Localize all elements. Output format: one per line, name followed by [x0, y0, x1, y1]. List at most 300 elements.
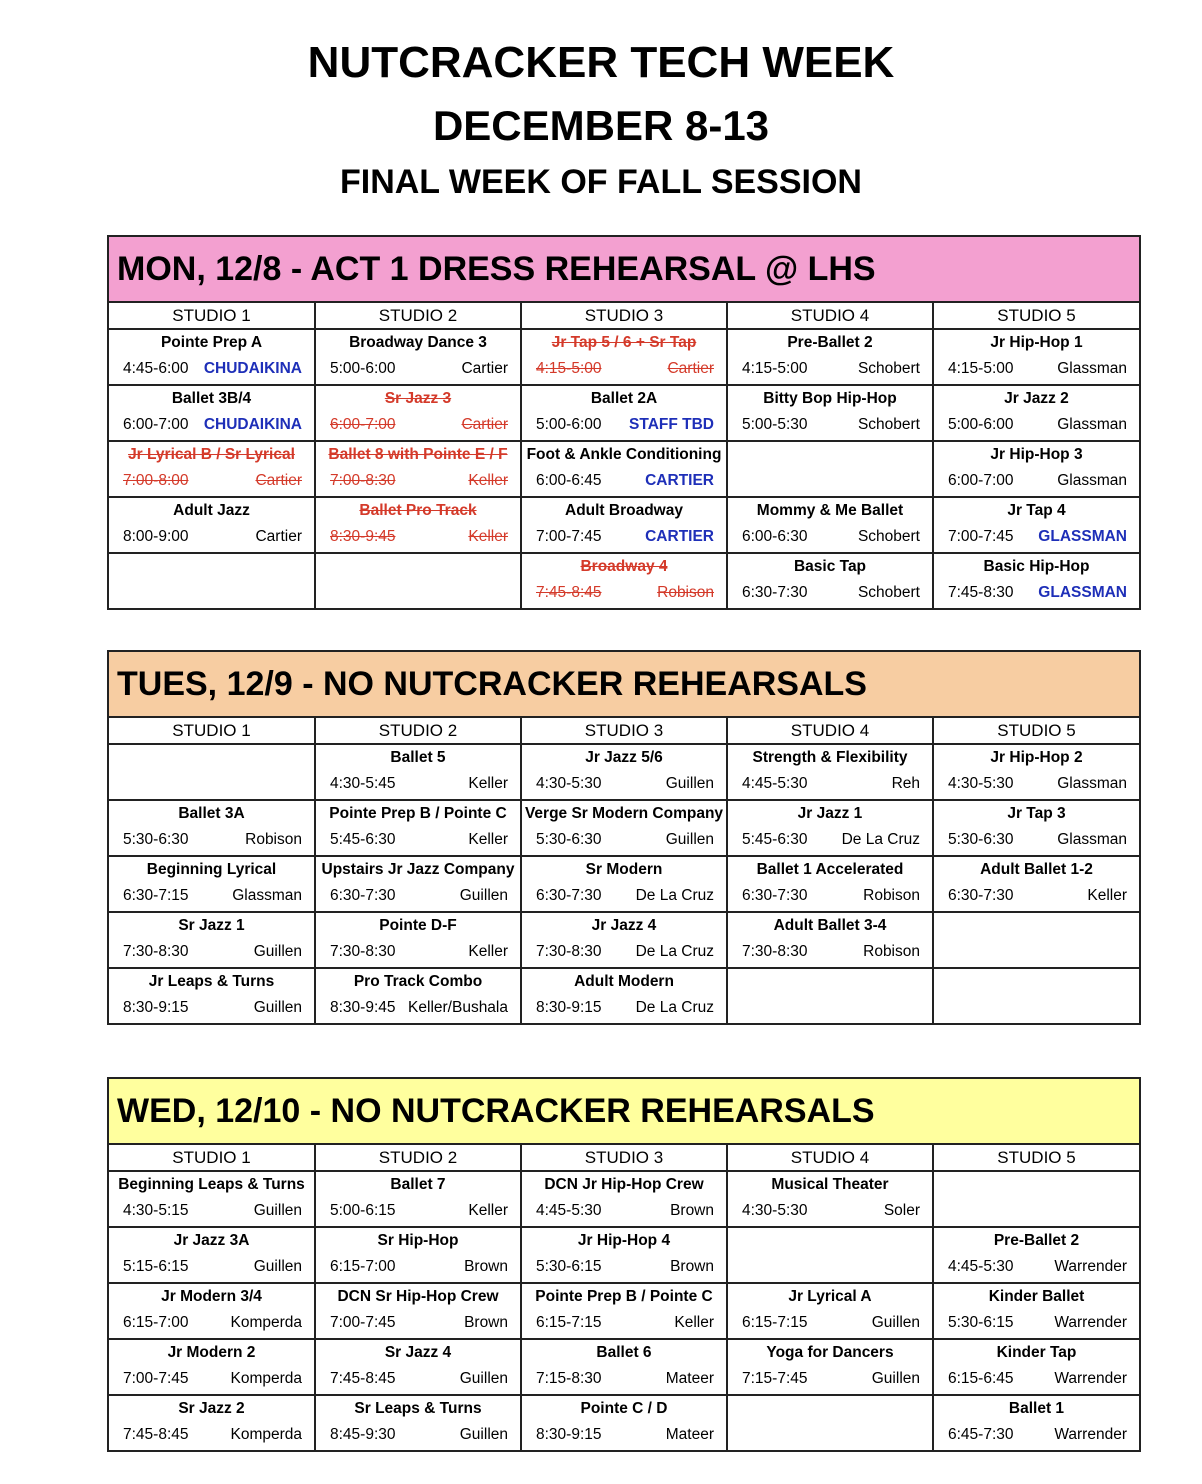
class-time: 5:00-6:15	[330, 1202, 396, 1219]
class-time: 6:00-6:30	[742, 528, 808, 545]
class-instructor: Schobert	[857, 528, 920, 545]
class-time: 6:15-7:15	[742, 1314, 808, 1331]
class-slot	[727, 1283, 933, 1339]
class-time: 5:15-6:15	[123, 1258, 189, 1275]
class-slot	[521, 1339, 727, 1395]
class-time: 5:00-6:00	[536, 416, 602, 433]
class-slot	[933, 856, 1139, 912]
class-instructor: Keller	[468, 943, 508, 960]
class-time: 7:15-8:30	[536, 1370, 602, 1387]
class-time: 7:00-8:30	[330, 472, 396, 489]
class-name: Jr Jazz 1	[797, 805, 863, 822]
day-header: TUES, 12/9 - NO NUTCRACKER REHEARSALS	[109, 652, 1139, 718]
class-instructor: De La Cruz	[841, 831, 920, 848]
class-instructor: Cartier	[255, 528, 302, 545]
class-slot	[727, 1339, 933, 1395]
class-time: 5:00-5:30	[742, 416, 808, 433]
class-details	[109, 827, 314, 854]
class-name: Jr Hip-Hop 4	[577, 1232, 671, 1249]
class-slot	[933, 1283, 1139, 1339]
class-instructor: Komperda	[230, 1314, 302, 1331]
class-name: DCN Sr Hip-Hop Crew	[337, 1288, 499, 1305]
class-name: Ballet 3B/4	[171, 390, 252, 407]
class-slot	[521, 800, 727, 856]
class-details	[522, 995, 726, 1022]
class-instructor: Cartier	[461, 360, 508, 377]
class-time: 6:15-7:15	[536, 1314, 602, 1331]
class-name: Jr Tap 3	[1007, 805, 1066, 822]
class-time: 8:45-9:30	[330, 1426, 396, 1443]
class-details	[522, 883, 726, 910]
class-name: Basic Hip-Hop	[983, 558, 1090, 575]
class-slot	[315, 800, 521, 856]
studio-header: STUDIO 4	[727, 303, 933, 329]
class-instructor: CARTIER	[645, 528, 714, 545]
class-time: 7:30-8:30	[742, 943, 808, 960]
class-details	[316, 827, 520, 854]
class-details	[728, 771, 932, 798]
studio-header: STUDIO 3	[521, 303, 727, 329]
class-instructor: Robison	[657, 584, 714, 601]
class-name: Sr Jazz 2	[178, 1400, 245, 1417]
class-details	[522, 1310, 726, 1337]
class-details	[522, 939, 726, 966]
class-details	[728, 1198, 932, 1225]
class-slot	[109, 1339, 315, 1395]
class-instructor: Robison	[245, 831, 302, 848]
class-slot	[933, 744, 1139, 800]
class-name: Upstairs Jr Jazz Company	[321, 861, 515, 878]
class-instructor: CHUDAIKINA	[203, 360, 302, 377]
class-slot	[933, 385, 1139, 441]
class-time: 7:30-8:30	[536, 943, 602, 960]
class-name: Pointe Prep B / Pointe C	[329, 805, 507, 822]
class-time: 5:00-6:00	[330, 360, 396, 377]
class-instructor: Keller/Bushala	[408, 999, 508, 1016]
class-time: 7:00-7:45	[536, 528, 602, 545]
class-details	[109, 1366, 314, 1393]
schedule-row	[109, 1227, 1139, 1283]
class-instructor: Guillen	[253, 943, 302, 960]
class-instructor: Schobert	[857, 584, 920, 601]
class-details	[316, 412, 520, 439]
class-instructor: Keller	[674, 1314, 714, 1331]
class-details	[934, 1366, 1139, 1393]
class-instructor: Guillen	[665, 831, 714, 848]
class-time: 6:15-6:45	[948, 1370, 1014, 1387]
class-instructor: Guillen	[665, 775, 714, 792]
class-details	[934, 524, 1139, 551]
class-name: Ballet 1 Accelerated	[756, 861, 904, 878]
class-details	[109, 995, 314, 1022]
class-slot	[315, 1339, 521, 1395]
class-slot	[109, 497, 315, 553]
class-details	[522, 524, 726, 551]
schedule-table	[109, 303, 1139, 608]
class-time: 6:30-7:30	[330, 887, 396, 904]
class-time: 4:30-5:30	[742, 1202, 808, 1219]
class-name: Yoga for Dancers	[766, 1344, 894, 1361]
class-name: Pointe D-F	[379, 917, 457, 934]
class-instructor: Guillen	[253, 1258, 302, 1275]
class-name: Jr Leaps & Turns	[148, 973, 275, 990]
class-slot	[521, 1395, 727, 1450]
class-name: Ballet 6	[596, 1344, 652, 1361]
class-slot	[109, 1227, 315, 1283]
class-slot	[521, 441, 727, 497]
class-details	[728, 524, 932, 551]
class-time: 4:45-5:30	[948, 1258, 1014, 1275]
class-time: 8:30-9:45	[330, 528, 396, 545]
schedule-table	[109, 1145, 1139, 1450]
class-time: 6:30-7:30	[742, 584, 808, 601]
schedule-row	[109, 912, 1139, 968]
class-time: 6:30-7:30	[948, 887, 1014, 904]
class-name: Jr Jazz 5/6	[585, 749, 663, 766]
class-time: 4:15-5:00	[742, 360, 808, 377]
class-details	[728, 827, 932, 854]
class-time: 5:45-6:30	[742, 831, 808, 848]
studio-header: STUDIO 2	[315, 718, 521, 744]
empty-slot	[315, 553, 521, 608]
class-slot	[521, 912, 727, 968]
class-slot	[315, 744, 521, 800]
class-slot	[109, 800, 315, 856]
class-time: 5:00-6:00	[948, 416, 1014, 433]
class-name: Ballet 1	[1008, 1400, 1065, 1417]
class-name: Jr Hip-Hop 1	[990, 334, 1083, 351]
class-slot	[109, 385, 315, 441]
class-name: Jr Jazz 4	[591, 917, 657, 934]
class-name: Broadway 4	[580, 558, 668, 575]
class-name: Sr Jazz 1	[178, 917, 245, 934]
studio-header: STUDIO 4	[727, 1145, 933, 1171]
class-instructor: Glassman	[1057, 831, 1127, 848]
class-time: 7:45-8:45	[330, 1370, 396, 1387]
class-details	[316, 1254, 520, 1281]
empty-slot	[727, 1395, 933, 1450]
class-name: Basic Tap	[793, 558, 867, 575]
class-name: Sr Modern	[585, 861, 663, 878]
class-time: 5:30-6:30	[536, 831, 602, 848]
class-name: Ballet 8 with Pointe E / F	[328, 446, 508, 463]
class-slot	[521, 856, 727, 912]
schedule-row	[109, 1171, 1139, 1227]
class-name: Ballet 3A	[178, 805, 245, 822]
class-time: 8:30-9:15	[536, 999, 602, 1016]
class-time: 5:30-6:15	[536, 1258, 602, 1275]
day-header: WED, 12/10 - NO NUTCRACKER REHEARSALS	[109, 1079, 1139, 1145]
class-name: Sr Hip-Hop	[377, 1232, 459, 1249]
class-details	[316, 1310, 520, 1337]
class-slot	[315, 1171, 521, 1227]
class-details	[522, 580, 726, 607]
class-instructor: Schobert	[857, 360, 920, 377]
empty-slot	[727, 441, 933, 497]
class-time: 6:30-7:15	[123, 887, 189, 904]
class-slot	[521, 968, 727, 1023]
empty-slot	[933, 1171, 1139, 1227]
class-instructor: Glassman	[1057, 472, 1127, 489]
schedule-row	[109, 856, 1139, 912]
class-slot	[109, 968, 315, 1023]
class-details	[728, 580, 932, 607]
class-time: 7:45-8:30	[948, 584, 1014, 601]
class-slot	[315, 497, 521, 553]
class-details	[316, 1422, 520, 1449]
class-details	[109, 468, 314, 495]
class-slot	[315, 441, 521, 497]
class-instructor: Glassman	[1057, 360, 1127, 377]
class-details	[728, 1310, 932, 1337]
class-slot	[109, 329, 315, 385]
class-details	[934, 1254, 1139, 1281]
class-slot	[727, 497, 933, 553]
class-slot	[521, 1283, 727, 1339]
schedule-row	[109, 1339, 1139, 1395]
class-time: 6:00-7:00	[948, 472, 1014, 489]
class-instructor: Keller	[1087, 887, 1127, 904]
class-time: 4:30-5:45	[330, 775, 396, 792]
class-time: 4:30-5:30	[948, 775, 1014, 792]
schedule-row	[109, 329, 1139, 385]
class-details	[522, 1254, 726, 1281]
class-slot	[521, 385, 727, 441]
class-details	[728, 939, 932, 966]
schedule-row	[109, 385, 1139, 441]
class-time: 6:00-6:45	[536, 472, 602, 489]
class-time: 6:45-7:30	[948, 1426, 1014, 1443]
class-slot	[315, 1283, 521, 1339]
class-instructor: Robison	[863, 887, 920, 904]
class-name: Pre-Ballet 2	[993, 1232, 1080, 1249]
class-details	[934, 356, 1139, 383]
class-instructor: Keller	[468, 528, 508, 545]
class-instructor: De La Cruz	[635, 999, 714, 1016]
class-name: Musical Theater	[771, 1176, 889, 1193]
schedule-row	[109, 800, 1139, 856]
schedule-row	[109, 744, 1139, 800]
class-slot	[109, 1395, 315, 1450]
class-time: 5:30-6:15	[948, 1314, 1014, 1331]
class-slot	[521, 553, 727, 608]
class-name: Ballet 5	[390, 749, 446, 766]
class-details	[522, 771, 726, 798]
empty-slot	[727, 1227, 933, 1283]
class-details	[109, 1422, 314, 1449]
class-name: DCN Jr Hip-Hop Crew	[544, 1176, 704, 1193]
class-instructor: Mateer	[665, 1426, 714, 1443]
empty-slot	[933, 968, 1139, 1023]
class-name: Jr Lyrical B / Sr Lyrical	[128, 446, 295, 463]
class-slot	[315, 912, 521, 968]
class-instructor: Soler	[883, 1202, 920, 1219]
class-slot	[727, 553, 933, 608]
class-name: Beginning Lyrical	[146, 861, 277, 878]
class-time: 4:30-5:30	[536, 775, 602, 792]
studio-header: STUDIO 1	[109, 718, 315, 744]
class-time: 8:30-9:15	[536, 1426, 602, 1443]
class-time: 7:45-8:45	[123, 1426, 189, 1443]
class-details	[728, 356, 932, 383]
class-details	[522, 827, 726, 854]
class-slot	[727, 912, 933, 968]
class-details	[728, 412, 932, 439]
class-instructor: Brown	[670, 1202, 714, 1219]
class-instructor: Warrender	[1054, 1426, 1127, 1443]
class-slot	[521, 744, 727, 800]
studio-header: STUDIO 5	[933, 718, 1139, 744]
class-name: Jr Lyrical A	[788, 1288, 872, 1305]
class-instructor: Warrender	[1054, 1314, 1127, 1331]
class-instructor: Keller	[468, 775, 508, 792]
studio-header: STUDIO 2	[315, 303, 521, 329]
class-slot	[727, 1171, 933, 1227]
class-slot	[315, 329, 521, 385]
class-instructor: GLASSMAN	[1038, 584, 1127, 601]
class-time: 6:15-7:00	[123, 1314, 189, 1331]
class-details	[109, 1198, 314, 1225]
class-details	[316, 468, 520, 495]
class-slot	[521, 497, 727, 553]
class-slot	[521, 329, 727, 385]
class-time: 4:45-5:30	[536, 1202, 602, 1219]
class-details	[522, 1422, 726, 1449]
class-time: 6:00-7:00	[123, 416, 189, 433]
class-slot	[933, 1227, 1139, 1283]
class-slot	[315, 856, 521, 912]
class-slot	[109, 441, 315, 497]
class-instructor: Guillen	[253, 1202, 302, 1219]
class-time: 6:15-7:00	[330, 1258, 396, 1275]
class-slot	[315, 968, 521, 1023]
class-details	[316, 1366, 520, 1393]
class-details	[934, 412, 1139, 439]
class-name: Pre-Ballet 2	[787, 334, 873, 351]
class-details	[109, 939, 314, 966]
class-slot	[727, 856, 933, 912]
class-slot	[727, 744, 933, 800]
class-time: 7:00-7:45	[948, 528, 1014, 545]
class-details	[109, 1310, 314, 1337]
class-name: Jr Modern 2	[167, 1344, 256, 1361]
class-instructor: Brown	[670, 1258, 714, 1275]
class-name: Pro Track Combo	[353, 973, 483, 990]
class-details	[316, 883, 520, 910]
class-name: Ballet 7	[390, 1176, 446, 1193]
class-details	[934, 468, 1139, 495]
class-details	[316, 356, 520, 383]
class-time: 7:45-8:45	[536, 584, 602, 601]
class-instructor: Guillen	[459, 887, 508, 904]
class-name: Adult Broadway	[565, 502, 683, 519]
class-details	[109, 1254, 314, 1281]
schedule-table	[109, 718, 1139, 1023]
empty-slot	[727, 968, 933, 1023]
class-slot	[727, 329, 933, 385]
class-time: 4:15-5:00	[948, 360, 1014, 377]
class-instructor: Guillen	[871, 1370, 920, 1387]
class-name: Kinder Ballet	[988, 1288, 1085, 1305]
empty-slot	[109, 553, 315, 608]
class-details	[934, 1310, 1139, 1337]
class-name: Foot & Ankle Conditioning	[526, 446, 722, 463]
class-instructor: Reh	[891, 775, 920, 792]
schedule-row	[109, 1395, 1139, 1450]
class-time: 5:30-6:30	[948, 831, 1014, 848]
class-instructor: Komperda	[230, 1426, 302, 1443]
class-instructor: Warrender	[1054, 1370, 1127, 1387]
class-details	[522, 468, 726, 495]
class-name: Jr Hip-Hop 2	[990, 749, 1083, 766]
class-slot	[315, 1395, 521, 1450]
class-instructor: Cartier	[255, 472, 302, 489]
class-name: Beginning Leaps & Turns	[118, 1176, 305, 1193]
class-details	[934, 883, 1139, 910]
class-instructor: Guillen	[871, 1314, 920, 1331]
class-name: Broadway Dance 3	[349, 334, 487, 351]
empty-slot	[933, 912, 1139, 968]
class-name: Ballet 2A	[590, 390, 658, 407]
class-slot	[933, 1395, 1139, 1450]
class-name: Mommy & Me Ballet	[756, 502, 904, 519]
class-instructor: Brown	[464, 1314, 508, 1331]
class-name: Pointe Prep A	[160, 334, 263, 351]
class-details	[109, 412, 314, 439]
class-name: Sr Leaps & Turns	[354, 1400, 482, 1417]
studio-header: STUDIO 2	[315, 1145, 521, 1171]
class-name: Adult Ballet 3-4	[773, 917, 887, 934]
studio-header: STUDIO 3	[521, 1145, 727, 1171]
class-time: 6:00-7:00	[330, 416, 396, 433]
class-slot	[727, 385, 933, 441]
class-time: 8:00-9:00	[123, 528, 189, 545]
schedule-row	[109, 968, 1139, 1023]
class-details	[522, 1198, 726, 1225]
class-slot	[933, 329, 1139, 385]
class-time: 8:30-9:15	[123, 999, 189, 1016]
class-instructor: Cartier	[667, 360, 714, 377]
class-instructor: CARTIER	[645, 472, 714, 489]
class-slot	[727, 800, 933, 856]
class-details	[728, 883, 932, 910]
class-name: Adult Ballet 1-2	[980, 861, 1093, 878]
class-details	[109, 356, 314, 383]
studio-header: STUDIO 5	[933, 1145, 1139, 1171]
class-instructor: Komperda	[230, 1370, 302, 1387]
class-time: 7:00-8:00	[123, 472, 189, 489]
class-details	[522, 356, 726, 383]
class-time: 7:30-8:30	[330, 943, 396, 960]
class-instructor: De La Cruz	[635, 887, 714, 904]
class-details	[522, 412, 726, 439]
schedule-row	[109, 553, 1139, 608]
class-name: Jr Tap 5 / 6 + Sr Tap	[551, 334, 697, 351]
class-details	[316, 771, 520, 798]
class-instructor: Guillen	[253, 999, 302, 1016]
class-instructor: Mateer	[665, 1370, 714, 1387]
class-slot	[109, 1171, 315, 1227]
class-details	[316, 995, 520, 1022]
class-name: Jr Jazz 2	[1004, 390, 1069, 407]
class-time: 7:30-8:30	[123, 943, 189, 960]
class-time: 4:30-5:15	[123, 1202, 189, 1219]
class-slot	[315, 1227, 521, 1283]
schedule-row	[109, 497, 1139, 553]
class-details	[934, 771, 1139, 798]
class-details	[934, 827, 1139, 854]
class-instructor: Brown	[464, 1258, 508, 1275]
